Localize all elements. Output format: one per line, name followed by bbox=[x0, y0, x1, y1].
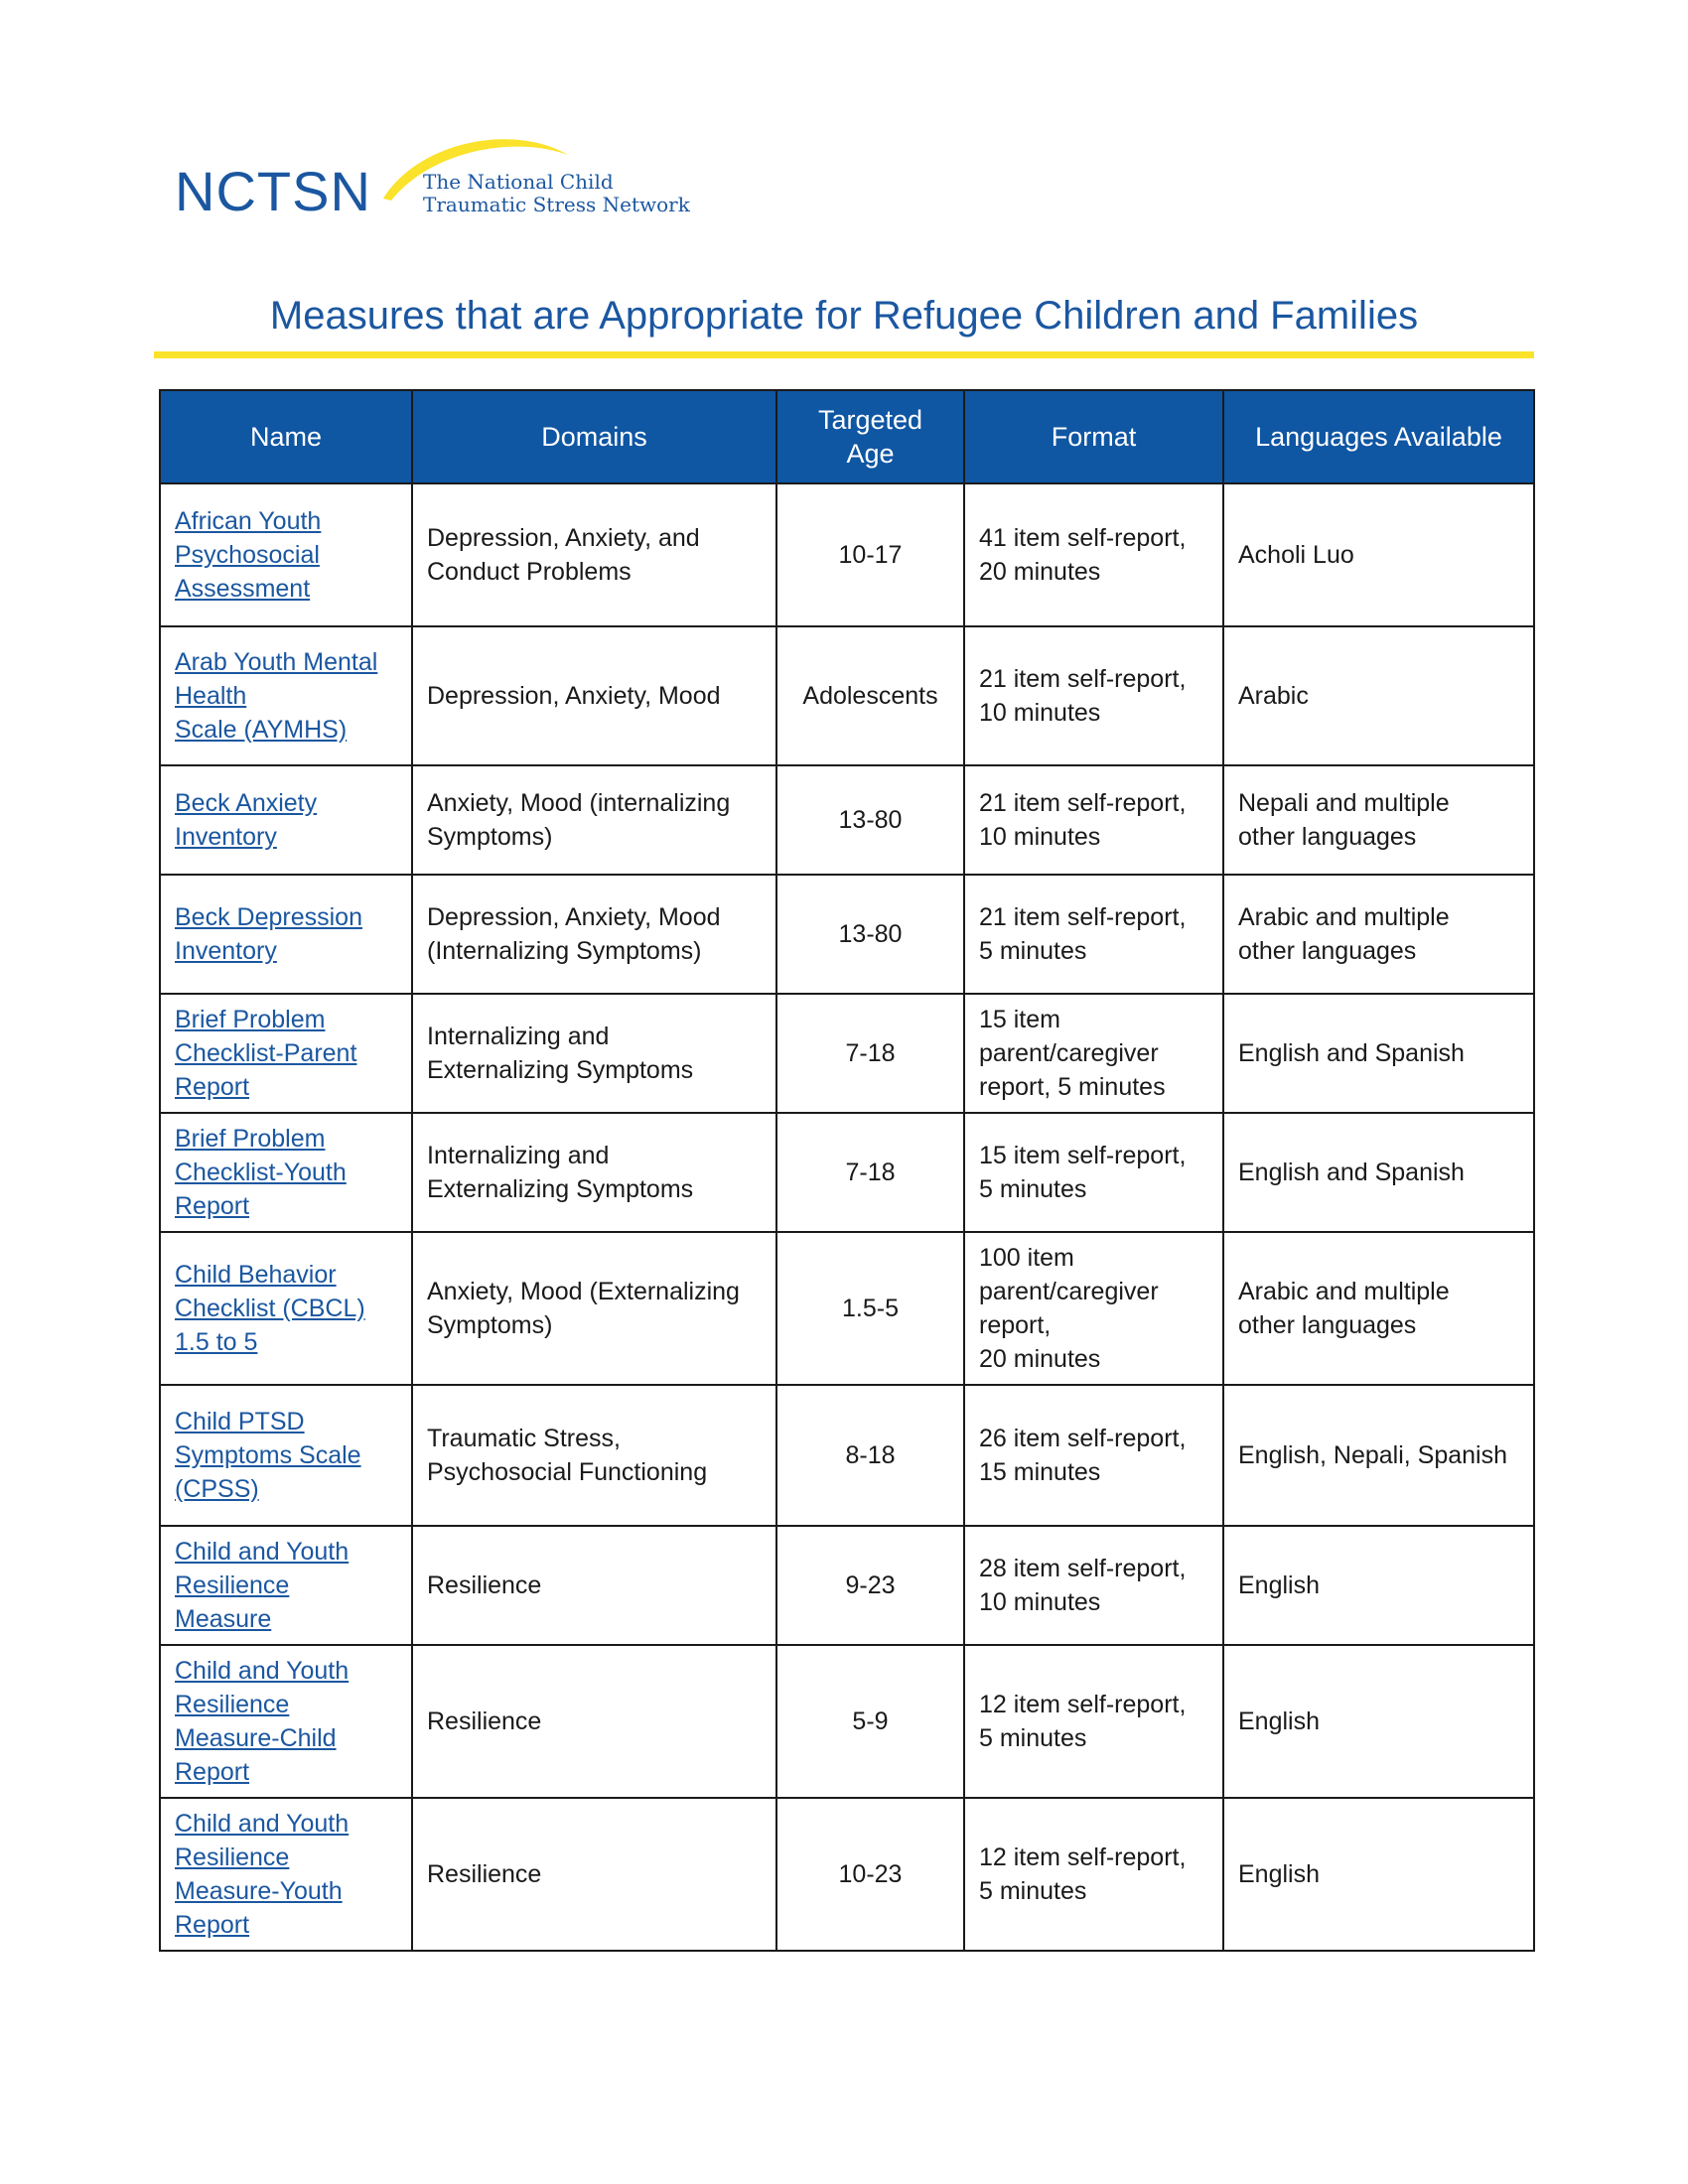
logo-org-name-line1: The National Child bbox=[423, 170, 614, 194]
format-cell: 12 item self-report, 5 minutes bbox=[964, 1798, 1223, 1951]
table-row bbox=[160, 1526, 1534, 1645]
domains-cell: Depression, Anxiety, Mood bbox=[412, 626, 776, 765]
languages-cell: Nepali and multiple other languages bbox=[1223, 765, 1534, 875]
header-targeted-age: Targeted Age bbox=[776, 390, 964, 483]
format-cell: 21 item self-report, 10 minutes bbox=[964, 765, 1223, 875]
domains-cell: Internalizing and Externalizing Symptoms bbox=[412, 994, 776, 1113]
table-row bbox=[160, 1798, 1534, 1951]
languages-cell: English, Nepali, Spanish bbox=[1223, 1385, 1534, 1526]
domains-cell: Anxiety, Mood (internalizing Symptoms) bbox=[412, 765, 776, 875]
domains-cell: Anxiety, Mood (Externalizing Symptoms) bbox=[412, 1232, 776, 1385]
age-cell: 9-23 bbox=[776, 1526, 964, 1645]
format-cell: 28 item self-report, 10 minutes bbox=[964, 1526, 1223, 1645]
measure-name-link[interactable]: Arab Youth Mental Health Scale (AYMHS) bbox=[160, 626, 412, 765]
format-cell: 21 item self-report, 10 minutes bbox=[964, 626, 1223, 765]
languages-cell: English and Spanish bbox=[1223, 1113, 1534, 1232]
languages-cell: English and Spanish bbox=[1223, 994, 1534, 1113]
table-header-row bbox=[160, 390, 1534, 483]
measure-name-link[interactable]: Child and Youth Resilience Measure-Child Report bbox=[160, 1645, 412, 1798]
domains-cell: Resilience bbox=[412, 1645, 776, 1798]
page-title: Measures that are Appropriate for Refugee Children and Families bbox=[269, 294, 1419, 338]
languages-cell: Arabic and multiple other languages bbox=[1223, 875, 1534, 994]
table-row bbox=[160, 1385, 1534, 1526]
format-cell: 41 item self-report, 20 minutes bbox=[964, 483, 1223, 626]
languages-cell: Arabic bbox=[1223, 626, 1534, 765]
age-cell: Adolescents bbox=[776, 626, 964, 765]
domains-cell: Resilience bbox=[412, 1526, 776, 1645]
table-row bbox=[160, 626, 1534, 765]
header-languages: Languages Available bbox=[1223, 390, 1534, 483]
age-cell: 10-17 bbox=[776, 483, 964, 626]
logo-acronym: NCTSN bbox=[175, 160, 371, 222]
age-cell: 13-80 bbox=[776, 765, 964, 875]
header-name: Name bbox=[160, 390, 412, 483]
domains-cell: Depression, Anxiety, Mood (Internalizing Symptoms) bbox=[412, 875, 776, 994]
format-cell: 21 item self-report, 5 minutes bbox=[964, 875, 1223, 994]
age-cell: 10-23 bbox=[776, 1798, 964, 1951]
measure-name-link[interactable]: Beck Anxiety Inventory bbox=[160, 765, 412, 875]
measure-name-link[interactable]: Brief Problem Checklist-Parent Report bbox=[160, 994, 412, 1113]
table-row bbox=[160, 1232, 1534, 1385]
table-row bbox=[160, 1645, 1534, 1798]
nctsn-logo bbox=[171, 129, 690, 228]
table-row bbox=[160, 765, 1534, 875]
domains-cell: Resilience bbox=[412, 1798, 776, 1951]
measure-name-link[interactable]: Child Behavior Checklist (CBCL) 1.5 to 5 bbox=[160, 1232, 412, 1385]
table-row bbox=[160, 994, 1534, 1113]
age-cell: 8-18 bbox=[776, 1385, 964, 1526]
measure-name-link[interactable]: Child and Youth Resilience Measure bbox=[160, 1526, 412, 1645]
measure-name-link[interactable]: Brief Problem Checklist-Youth Report bbox=[160, 1113, 412, 1232]
table-row bbox=[160, 1113, 1534, 1232]
title-underline bbox=[154, 351, 1534, 358]
measure-name-link[interactable]: Child and Youth Resilience Measure-Youth Report bbox=[160, 1798, 412, 1951]
age-cell: 1.5-5 bbox=[776, 1232, 964, 1385]
languages-cell: Acholi Luo bbox=[1223, 483, 1534, 626]
measure-name-link[interactable]: African Youth Psychosocial Assessment bbox=[160, 483, 412, 626]
table-row bbox=[160, 875, 1534, 994]
format-cell: 12 item self-report, 5 minutes bbox=[964, 1645, 1223, 1798]
languages-cell: Arabic and multiple other languages bbox=[1223, 1232, 1534, 1385]
logo-org-name-line2: Traumatic Stress Network bbox=[423, 193, 690, 216]
table-row bbox=[160, 483, 1534, 626]
measure-name-link[interactable]: Child PTSD Symptoms Scale (CPSS) bbox=[160, 1385, 412, 1526]
languages-cell: English bbox=[1223, 1526, 1534, 1645]
domains-cell: Traumatic Stress, Psychosocial Functioning bbox=[412, 1385, 776, 1526]
format-cell: 26 item self-report, 15 minutes bbox=[964, 1385, 1223, 1526]
languages-cell: English bbox=[1223, 1798, 1534, 1951]
age-cell: 5-9 bbox=[776, 1645, 964, 1798]
domains-cell: Internalizing and Externalizing Symptoms bbox=[412, 1113, 776, 1232]
measures-table bbox=[159, 389, 1535, 1952]
age-cell: 7-18 bbox=[776, 1113, 964, 1232]
languages-cell: English bbox=[1223, 1645, 1534, 1798]
age-cell: 7-18 bbox=[776, 994, 964, 1113]
header-domains: Domains bbox=[412, 390, 776, 483]
measure-name-link[interactable]: Beck Depression Inventory bbox=[160, 875, 412, 994]
age-cell: 13-80 bbox=[776, 875, 964, 994]
format-cell: 15 item self-report, 5 minutes bbox=[964, 1113, 1223, 1232]
domains-cell: Depression, Anxiety, and Conduct Problems bbox=[412, 483, 776, 626]
format-cell: 100 item parent/caregiver report, 20 minutes bbox=[964, 1232, 1223, 1385]
header-format: Format bbox=[964, 390, 1223, 483]
format-cell: 15 item parent/caregiver report, 5 minutes bbox=[964, 994, 1223, 1113]
